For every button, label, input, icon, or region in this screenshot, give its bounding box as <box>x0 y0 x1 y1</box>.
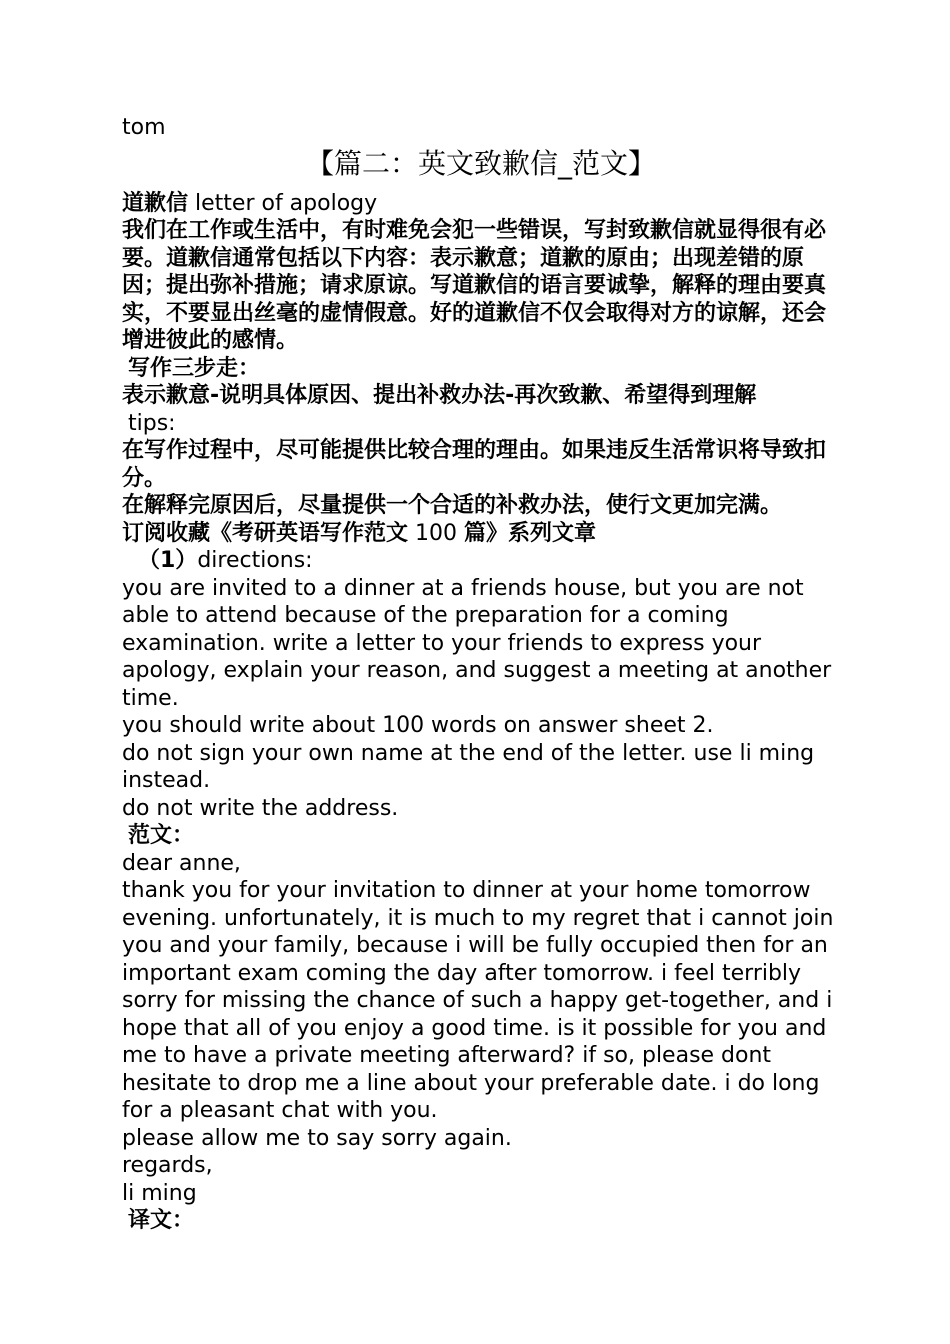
series-line <box>116 520 846 548</box>
series-post: 篇》系列文章 <box>464 520 597 546</box>
previous-signature: tom <box>122 115 166 140</box>
intro-label: 道歉信 <box>122 190 189 216</box>
directions-paragraph-3: do not sign your own name at the end of the letter. use li ming instead. <box>122 740 815 793</box>
steps-heading: 写作三步走： <box>128 355 261 381</box>
intro-en: letter of apology <box>188 190 378 216</box>
directions-label: directions: <box>197 548 313 573</box>
letter-closing: please allow me to say sorry again. <box>122 1125 512 1151</box>
letter-signature: li ming <box>122 1180 197 1206</box>
letter-regards: regards, <box>122 1153 213 1178</box>
series-pre: 订阅收藏《考研英语写作范文 <box>122 520 409 546</box>
tips-label: tips: <box>128 410 176 436</box>
letter-greeting: dear anne, <box>122 850 241 876</box>
directions-num: （1） <box>138 548 198 573</box>
directions-line <box>116 547 846 575</box>
tip-1: 在写作过程中，尽可能提供比较合理的理由。如果违反生活常识将导致扣分。 <box>122 438 827 491</box>
series-num: 100 <box>408 520 464 546</box>
directions-paragraph-4: do not write the address. <box>122 795 399 821</box>
translation-heading: 译文： <box>128 1208 195 1233</box>
intro-paragraph: 我们在工作或生活中，有时难免会犯一些错误，写封致歉信就显得很有必要。道歉信通常包括以下内容：表示歉意；道歉的原由；出现差错的原因；提出弥补措施；请求原谅。写道歉信的语言要诚挚，解释的理由要真实，不要显出丝毫的虚情假意。好的道歉信不仅会取得对方的谅解，还会增进彼此的感情。 <box>122 218 827 353</box>
section-title: 【篇二：英文致歉信_范文】 <box>305 146 656 180</box>
sample-heading: 范文： <box>128 823 195 848</box>
document-content <box>116 114 846 1235</box>
steps-text: 表示歉意-说明具体原因、提出补救办法-再次致歉、希望得到理解 <box>122 383 757 408</box>
directions-paragraph-2: you should write about 100 words on answer sheet 2. <box>122 713 714 738</box>
letter-body: thank you for your invitation to dinner at your home tomorrow evening. unfortunately, it is much to my regret that i cannot join you and your family, because i will be fully occupied then for an important exam coming the day after tomorrow. i feel terribly sorry for missing the chance of such a happy get-together, and i hope that all of you enjoy a good time. is it possible for you and me to have a private meeting afterward? if so, please dont hesitate to drop me a line about your preferable date. i do long for a pleasant chat with you. <box>122 878 834 1123</box>
intro-line <box>116 190 846 218</box>
tip-2: 在解释完原因后，尽量提供一个合适的补救办法，使行文更加完满。 <box>122 493 783 518</box>
directions-paragraph-1: you are invited to a dinner at a friends house, but you are not able to attend because of the preparation for a coming examination. write a letter to your friends to express your apology, explain your reason, and suggest a meeting at another time. <box>122 575 832 711</box>
